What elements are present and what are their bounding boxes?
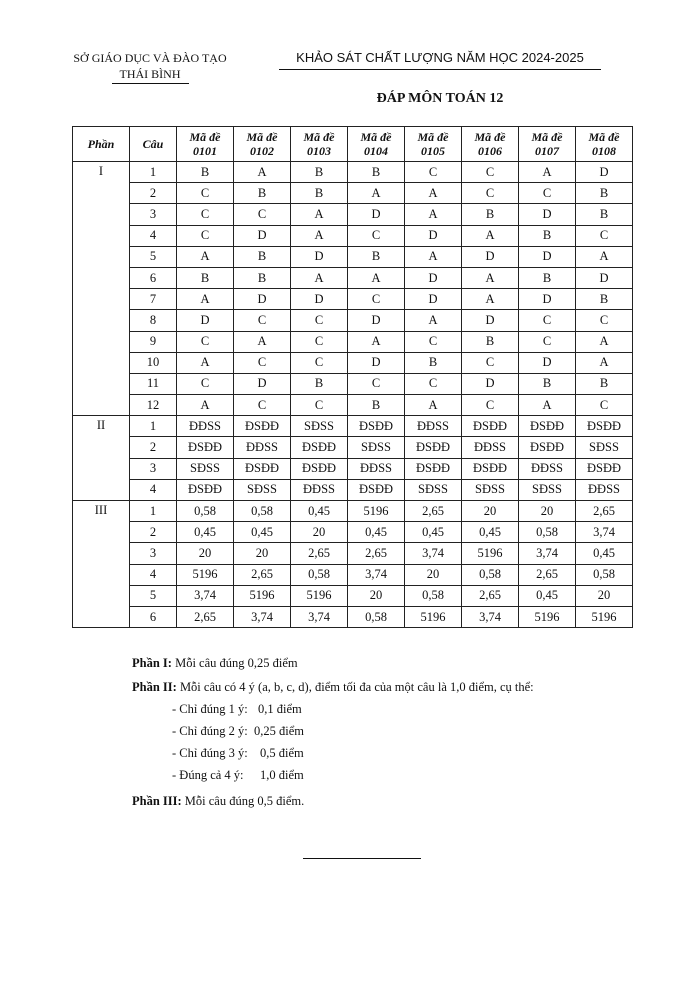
answer-cell: ĐSĐĐ bbox=[291, 437, 348, 458]
answer-cell: B bbox=[291, 162, 348, 183]
answer-cell: ĐĐSS bbox=[291, 479, 348, 500]
answer-cell: 3,74 bbox=[576, 522, 633, 543]
answer-cell: C bbox=[576, 395, 633, 416]
answer-cell: 2,65 bbox=[462, 585, 519, 606]
question-number: 5 bbox=[130, 246, 177, 267]
title-rule bbox=[279, 69, 601, 70]
answer-cell: SĐSS bbox=[234, 479, 291, 500]
answer-cell: B bbox=[291, 373, 348, 394]
answer-cell: C bbox=[234, 352, 291, 373]
answer-cell: D bbox=[519, 289, 576, 310]
part-label: I bbox=[73, 162, 130, 416]
answer-cell: 5196 bbox=[519, 606, 576, 627]
answer-cell: B bbox=[576, 204, 633, 225]
header-code: Mã đề 0108 bbox=[576, 127, 633, 162]
answer-cell: B bbox=[234, 267, 291, 288]
answer-cell: C bbox=[348, 225, 405, 246]
answer-cell: 2,65 bbox=[177, 606, 234, 627]
answer-cell: C bbox=[177, 204, 234, 225]
answer-cell: 0,58 bbox=[291, 564, 348, 585]
table-row bbox=[73, 479, 633, 500]
answer-cell: SĐSS bbox=[405, 479, 462, 500]
table-row bbox=[73, 204, 633, 225]
answer-cell: D bbox=[348, 310, 405, 331]
answer-cell: ĐSĐĐ bbox=[177, 479, 234, 500]
answer-cell: A bbox=[405, 395, 462, 416]
department-name: SỞ GIÁO DỤC VÀ ĐÀO TẠO bbox=[73, 51, 227, 65]
note-part-2-item: - Đúng cả 4 ý: 1,0 điểm bbox=[172, 768, 304, 782]
answer-cell: C bbox=[291, 310, 348, 331]
answer-cell: 5196 bbox=[291, 585, 348, 606]
note-part-2: Phần II: Mỗi câu có 4 ý (a, b, c, d), điểm tối đa của một câu là 1,0 điểm, cụ thể: bbox=[132, 680, 534, 694]
answer-cell: C bbox=[405, 373, 462, 394]
answer-cell: SĐSS bbox=[519, 479, 576, 500]
answer-cell: D bbox=[234, 225, 291, 246]
table-row bbox=[73, 543, 633, 564]
answer-cell: SĐSS bbox=[462, 479, 519, 500]
part-label: III bbox=[73, 501, 130, 628]
answer-cell: 5196 bbox=[462, 543, 519, 564]
scoring-notes bbox=[132, 652, 534, 812]
answer-cell: ĐSĐĐ bbox=[576, 458, 633, 479]
answer-cell: D bbox=[462, 246, 519, 267]
answer-cell: 0,58 bbox=[348, 606, 405, 627]
answer-cell: A bbox=[462, 289, 519, 310]
answer-cell: D bbox=[291, 289, 348, 310]
answer-cell: 2,65 bbox=[405, 501, 462, 522]
answer-cell: B bbox=[519, 373, 576, 394]
answer-cell: 20 bbox=[462, 501, 519, 522]
answer-cell: 3,74 bbox=[291, 606, 348, 627]
header-question: Câu bbox=[130, 127, 177, 162]
answer-cell: 0,58 bbox=[519, 522, 576, 543]
question-number: 4 bbox=[130, 564, 177, 585]
answer-cell: C bbox=[348, 373, 405, 394]
header-code: Mã đề 0107 bbox=[519, 127, 576, 162]
table-row bbox=[73, 395, 633, 416]
answer-cell: C bbox=[576, 310, 633, 331]
question-number: 6 bbox=[130, 267, 177, 288]
answer-cell: 20 bbox=[576, 585, 633, 606]
question-number: 2 bbox=[130, 183, 177, 204]
answer-cell: 0,45 bbox=[291, 501, 348, 522]
answer-cell: A bbox=[462, 225, 519, 246]
answer-cell: D bbox=[519, 352, 576, 373]
answer-cell: B bbox=[519, 267, 576, 288]
answer-cell: 2,65 bbox=[519, 564, 576, 585]
answer-cell: A bbox=[177, 246, 234, 267]
question-number: 6 bbox=[130, 606, 177, 627]
table-row bbox=[73, 373, 633, 394]
header-left bbox=[60, 50, 240, 84]
header-code: Mã đề 0103 bbox=[291, 127, 348, 162]
answer-cell: ĐSĐĐ bbox=[177, 437, 234, 458]
answer-cell: A bbox=[177, 289, 234, 310]
question-number: 11 bbox=[130, 373, 177, 394]
answer-cell: SĐSS bbox=[576, 437, 633, 458]
answer-cell: ĐSĐĐ bbox=[462, 416, 519, 437]
table-row bbox=[73, 225, 633, 246]
exam-title: KHẢO SÁT CHẤT LƯỢNG NĂM HỌC 2024-2025 bbox=[296, 50, 584, 65]
answer-cell: B bbox=[291, 183, 348, 204]
table-body bbox=[73, 162, 633, 628]
answer-cell: C bbox=[405, 331, 462, 352]
note-part-2-item: - Chỉ đúng 1 ý: 0,1 điểm bbox=[172, 702, 302, 716]
answer-cell: C bbox=[291, 395, 348, 416]
province-name: THÁI BÌNH bbox=[112, 66, 189, 84]
question-number: 4 bbox=[130, 479, 177, 500]
answer-cell: 0,58 bbox=[177, 501, 234, 522]
answer-cell: A bbox=[177, 352, 234, 373]
answer-cell: C bbox=[405, 162, 462, 183]
answer-cell: 3,74 bbox=[234, 606, 291, 627]
table-row bbox=[73, 267, 633, 288]
answer-cell: ĐĐSS bbox=[405, 416, 462, 437]
answer-cell: D bbox=[405, 289, 462, 310]
question-number: 3 bbox=[130, 458, 177, 479]
answer-cell: 2,65 bbox=[348, 543, 405, 564]
answer-cell: ĐSĐĐ bbox=[291, 458, 348, 479]
answer-cell: SĐSS bbox=[291, 416, 348, 437]
answer-cell: A bbox=[405, 246, 462, 267]
answer-cell: 3,74 bbox=[348, 564, 405, 585]
answer-cell: D bbox=[177, 310, 234, 331]
answer-cell: C bbox=[291, 331, 348, 352]
answer-cell: C bbox=[177, 373, 234, 394]
answer-cell: B bbox=[519, 225, 576, 246]
question-number: 1 bbox=[130, 501, 177, 522]
answer-cell: D bbox=[348, 352, 405, 373]
answer-cell: B bbox=[348, 162, 405, 183]
answer-cell: D bbox=[291, 246, 348, 267]
answer-cell: D bbox=[234, 373, 291, 394]
answer-cell: A bbox=[177, 395, 234, 416]
answer-cell: ĐSĐĐ bbox=[234, 416, 291, 437]
answer-cell: C bbox=[462, 183, 519, 204]
table-row bbox=[73, 458, 633, 479]
answer-cell: ĐSĐĐ bbox=[576, 416, 633, 437]
answer-cell: A bbox=[348, 331, 405, 352]
answer-cell: A bbox=[576, 331, 633, 352]
answer-cell: 5196 bbox=[177, 564, 234, 585]
answer-cell: C bbox=[462, 352, 519, 373]
answer-cell: D bbox=[405, 267, 462, 288]
answer-cell: D bbox=[234, 289, 291, 310]
question-number: 2 bbox=[130, 437, 177, 458]
answer-cell: 5196 bbox=[576, 606, 633, 627]
answer-cell: D bbox=[462, 310, 519, 331]
answer-cell: C bbox=[462, 162, 519, 183]
answer-cell: A bbox=[291, 225, 348, 246]
answer-cell: C bbox=[291, 352, 348, 373]
answer-cell: 0,58 bbox=[576, 564, 633, 585]
answer-table bbox=[72, 126, 633, 628]
answer-cell: 0,45 bbox=[462, 522, 519, 543]
header-code: Mã đề 0104 bbox=[348, 127, 405, 162]
question-number: 3 bbox=[130, 204, 177, 225]
answer-cell: 2,65 bbox=[576, 501, 633, 522]
question-number: 1 bbox=[130, 162, 177, 183]
answer-cell: SĐSS bbox=[348, 437, 405, 458]
answer-cell: 0,45 bbox=[348, 522, 405, 543]
table-row bbox=[73, 331, 633, 352]
end-rule bbox=[303, 858, 421, 859]
question-number: 1 bbox=[130, 416, 177, 437]
header-code: Mã đề 0106 bbox=[462, 127, 519, 162]
answer-cell: ĐSĐĐ bbox=[348, 416, 405, 437]
answer-cell: A bbox=[576, 352, 633, 373]
table-row bbox=[73, 606, 633, 627]
answer-cell: C bbox=[177, 331, 234, 352]
table-row bbox=[73, 564, 633, 585]
answer-cell: C bbox=[234, 310, 291, 331]
answer-cell: B bbox=[234, 183, 291, 204]
header-code: Mã đề 0101 bbox=[177, 127, 234, 162]
answer-cell: 0,45 bbox=[234, 522, 291, 543]
header-part: Phần bbox=[73, 127, 130, 162]
answer-cell: B bbox=[576, 289, 633, 310]
answer-cell: C bbox=[519, 183, 576, 204]
answer-cell: A bbox=[519, 162, 576, 183]
answer-cell: ĐSĐĐ bbox=[405, 458, 462, 479]
table-row bbox=[73, 162, 633, 183]
answer-cell: 3,74 bbox=[462, 606, 519, 627]
answer-cell: 5196 bbox=[348, 501, 405, 522]
answer-cell: 20 bbox=[177, 543, 234, 564]
table-row bbox=[73, 501, 633, 522]
answer-cell: 5196 bbox=[405, 606, 462, 627]
answer-cell: 0,45 bbox=[576, 543, 633, 564]
answer-cell: ĐSĐĐ bbox=[519, 416, 576, 437]
table-row bbox=[73, 352, 633, 373]
note-part-3: Phần III: Mỗi câu đúng 0,5 điểm. bbox=[132, 794, 305, 808]
table-header-row bbox=[73, 127, 633, 162]
answer-cell: 3,74 bbox=[405, 543, 462, 564]
answer-cell: 5196 bbox=[234, 585, 291, 606]
answer-cell: C bbox=[348, 289, 405, 310]
answer-cell: 20 bbox=[291, 522, 348, 543]
answer-cell: B bbox=[234, 246, 291, 267]
question-number: 8 bbox=[130, 310, 177, 331]
answer-cell: ĐSĐĐ bbox=[462, 458, 519, 479]
answer-cell: ĐĐSS bbox=[177, 416, 234, 437]
answer-cell: ĐSĐĐ bbox=[405, 437, 462, 458]
table-row bbox=[73, 310, 633, 331]
answer-cell: C bbox=[177, 183, 234, 204]
note-part-2-item: - Chỉ đúng 3 ý: 0,5 điểm bbox=[172, 746, 304, 760]
answer-cell: A bbox=[234, 331, 291, 352]
answer-cell: A bbox=[576, 246, 633, 267]
answer-cell: ĐĐSS bbox=[576, 479, 633, 500]
answer-cell: 3,74 bbox=[519, 543, 576, 564]
answer-cell: A bbox=[405, 310, 462, 331]
part-label: II bbox=[73, 416, 130, 501]
answer-cell: ĐĐSS bbox=[234, 437, 291, 458]
question-number: 10 bbox=[130, 352, 177, 373]
answer-cell: A bbox=[348, 267, 405, 288]
answer-cell: A bbox=[462, 267, 519, 288]
answer-cell: D bbox=[405, 225, 462, 246]
answer-cell: ĐĐSS bbox=[462, 437, 519, 458]
answer-cell: ĐSĐĐ bbox=[348, 479, 405, 500]
answer-cell: C bbox=[519, 310, 576, 331]
answer-cell: 0,58 bbox=[405, 585, 462, 606]
answer-cell: ĐĐSS bbox=[348, 458, 405, 479]
question-number: 5 bbox=[130, 585, 177, 606]
page-subtitle: ĐÁP MÔN TOÁN 12 bbox=[376, 91, 504, 106]
answer-cell: B bbox=[462, 204, 519, 225]
answer-cell: C bbox=[234, 395, 291, 416]
answer-cell: A bbox=[405, 204, 462, 225]
answer-cell: 2,65 bbox=[291, 543, 348, 564]
answer-cell: 0,45 bbox=[405, 522, 462, 543]
answer-cell: 0,45 bbox=[177, 522, 234, 543]
answer-cell: A bbox=[348, 183, 405, 204]
table-row bbox=[73, 522, 633, 543]
answer-cell: SĐSS bbox=[177, 458, 234, 479]
question-number: 12 bbox=[130, 395, 177, 416]
answer-cell: ĐĐSS bbox=[519, 458, 576, 479]
answer-cell: D bbox=[576, 162, 633, 183]
answer-cell: D bbox=[576, 267, 633, 288]
answer-cell: C bbox=[519, 331, 576, 352]
answer-cell: B bbox=[348, 246, 405, 267]
question-number: 2 bbox=[130, 522, 177, 543]
answer-cell: A bbox=[234, 162, 291, 183]
note-part-2-item: - Chỉ đúng 2 ý: 0,25 điểm bbox=[172, 724, 304, 738]
answer-cell: A bbox=[519, 395, 576, 416]
question-number: 3 bbox=[130, 543, 177, 564]
answer-cell: ĐSĐĐ bbox=[519, 437, 576, 458]
header-code: Mã đề 0102 bbox=[234, 127, 291, 162]
question-number: 4 bbox=[130, 225, 177, 246]
answer-cell: 20 bbox=[519, 501, 576, 522]
answer-cell: 20 bbox=[234, 543, 291, 564]
answer-cell: 20 bbox=[348, 585, 405, 606]
table-row bbox=[73, 585, 633, 606]
table-row bbox=[73, 183, 633, 204]
answer-cell: 3,74 bbox=[177, 585, 234, 606]
answer-cell: C bbox=[177, 225, 234, 246]
answer-cell: 2,65 bbox=[234, 564, 291, 585]
header-code: Mã đề 0105 bbox=[405, 127, 462, 162]
answer-cell: D bbox=[348, 204, 405, 225]
answer-cell: ĐSĐĐ bbox=[234, 458, 291, 479]
answer-cell: A bbox=[291, 267, 348, 288]
table-row bbox=[73, 437, 633, 458]
note-part-1: Phần I: Mỗi câu đúng 0,25 điểm bbox=[132, 656, 298, 670]
header-right bbox=[270, 50, 610, 70]
answer-cell: D bbox=[519, 246, 576, 267]
answer-cell: B bbox=[177, 162, 234, 183]
answer-cell: D bbox=[462, 373, 519, 394]
answer-cell: B bbox=[348, 395, 405, 416]
answer-cell: C bbox=[234, 204, 291, 225]
answer-cell: C bbox=[462, 395, 519, 416]
question-number: 9 bbox=[130, 331, 177, 352]
answer-cell: B bbox=[462, 331, 519, 352]
answer-cell: B bbox=[177, 267, 234, 288]
answer-cell: A bbox=[405, 183, 462, 204]
answer-cell: B bbox=[576, 183, 633, 204]
table-row bbox=[73, 246, 633, 267]
table-row bbox=[73, 416, 633, 437]
answer-cell: 0,58 bbox=[234, 501, 291, 522]
answer-cell: B bbox=[576, 373, 633, 394]
answer-cell: 0,45 bbox=[519, 585, 576, 606]
table-row bbox=[73, 289, 633, 310]
answer-cell: 0,58 bbox=[462, 564, 519, 585]
answer-cell: 20 bbox=[405, 564, 462, 585]
answer-cell: B bbox=[405, 352, 462, 373]
answer-cell: A bbox=[291, 204, 348, 225]
question-number: 7 bbox=[130, 289, 177, 310]
answer-cell: D bbox=[519, 204, 576, 225]
answer-cell: C bbox=[576, 225, 633, 246]
